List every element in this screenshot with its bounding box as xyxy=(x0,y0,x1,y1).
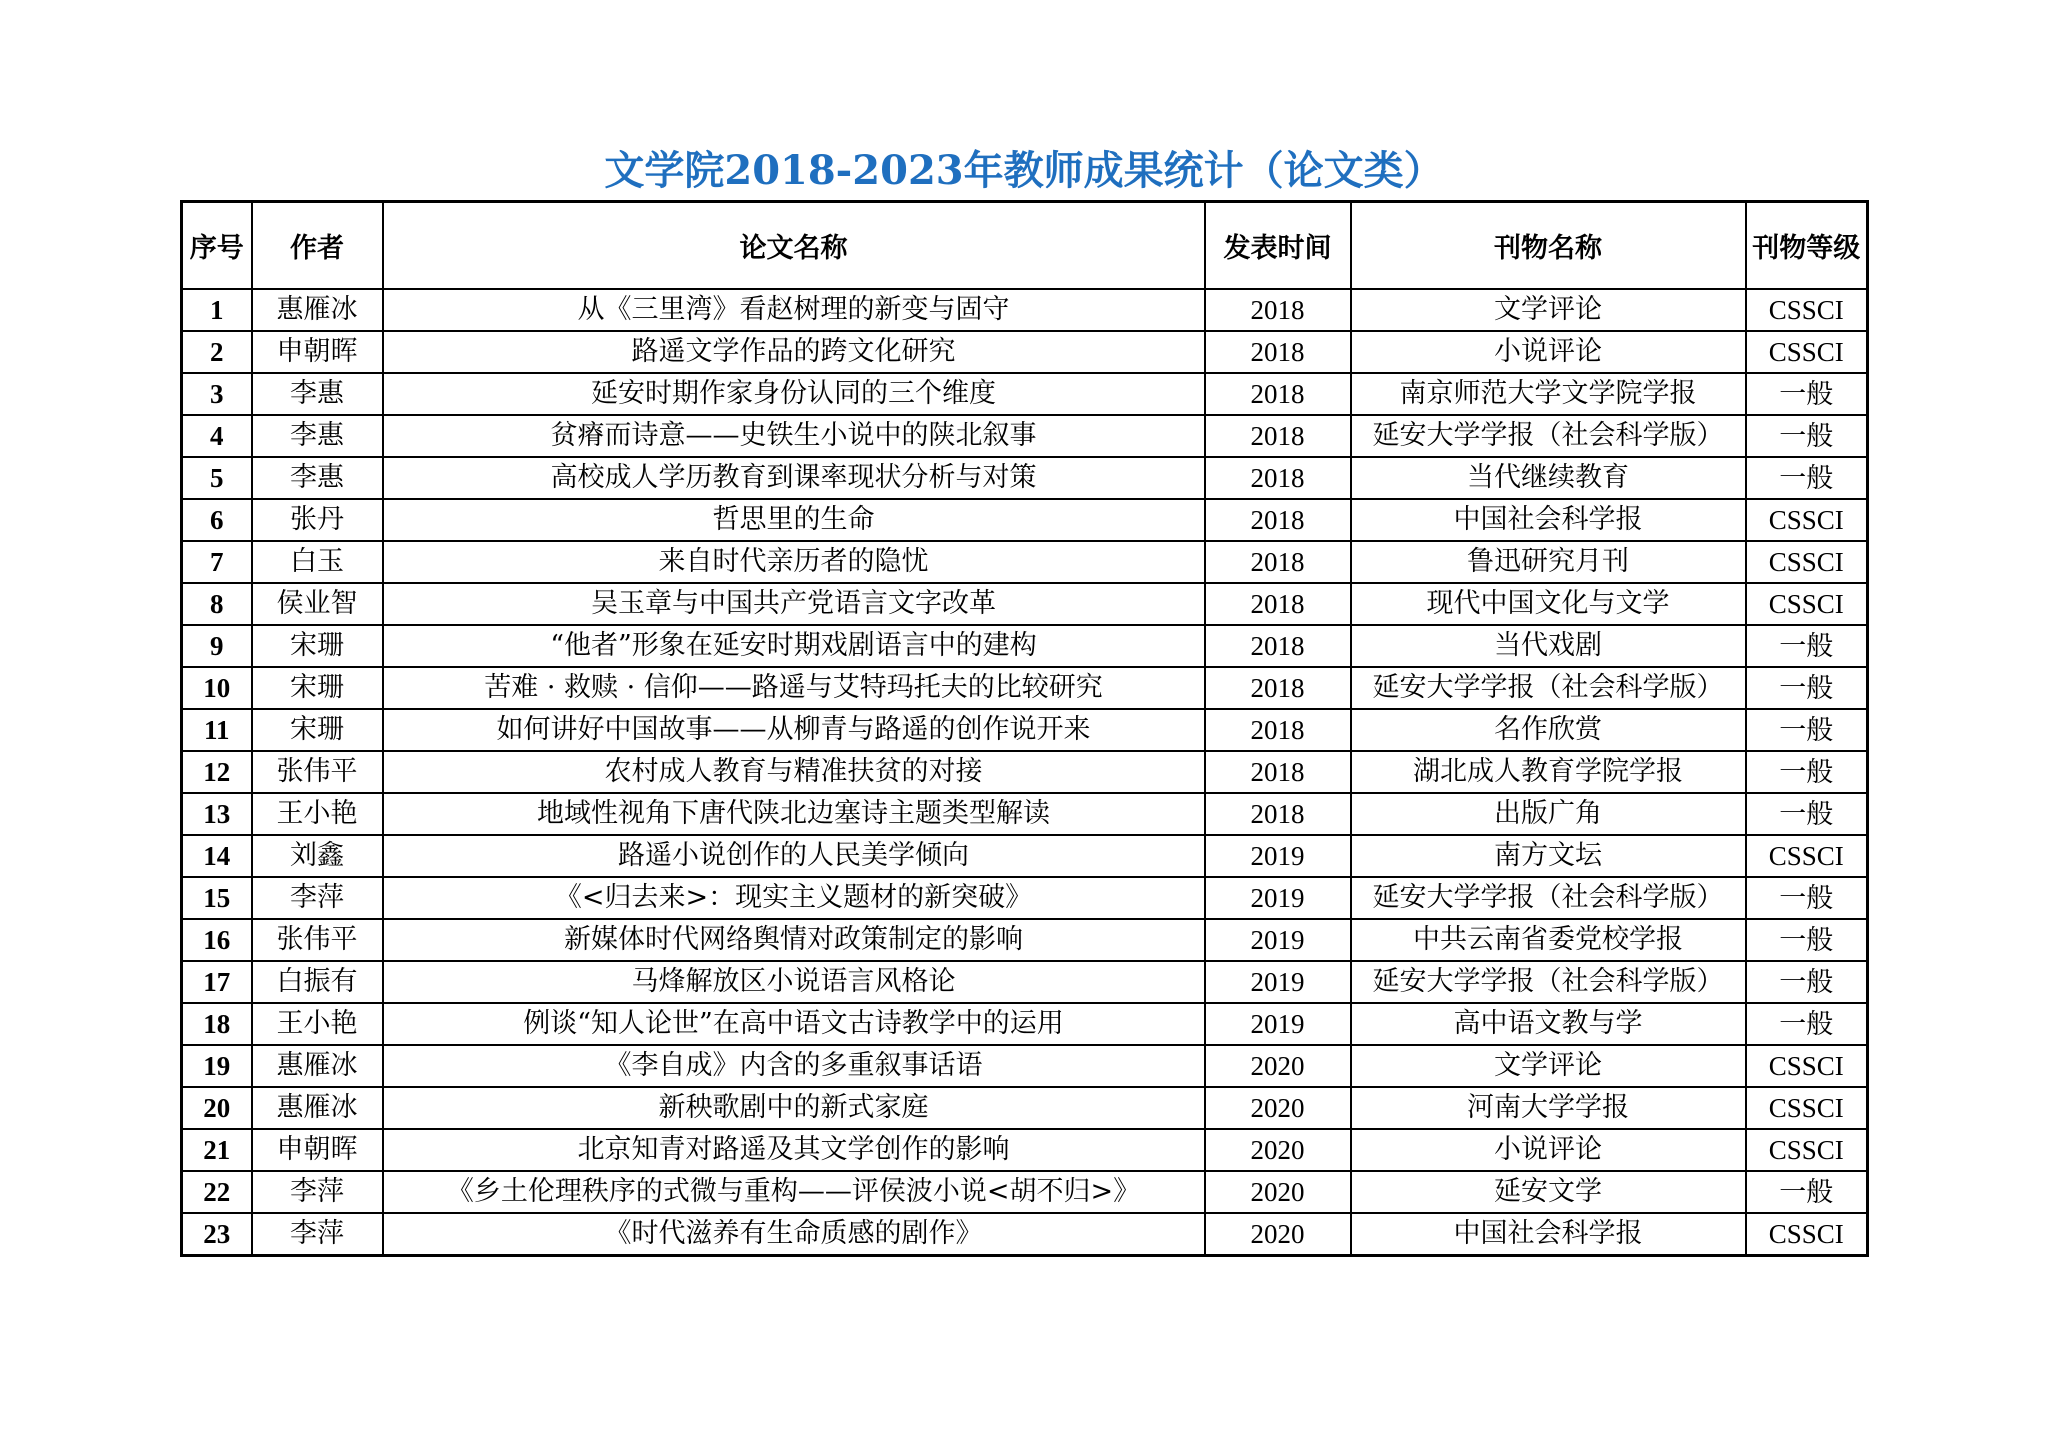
table-row xyxy=(182,877,1868,919)
cell-author: 申朝晖 xyxy=(252,1129,383,1171)
cell-author: 惠雁冰 xyxy=(252,1045,383,1087)
cell-author: 李萍 xyxy=(252,1171,383,1213)
cell-author: 刘鑫 xyxy=(252,835,383,877)
cell-no: 19 xyxy=(182,1045,252,1087)
cell-paper-title: 新媒体时代网络舆情对政策制定的影响 xyxy=(383,919,1205,961)
cell-paper-title: 农村成人教育与精准扶贫的对接 xyxy=(383,751,1205,793)
header-no: 序号 xyxy=(182,202,252,290)
cell-journal-level: CSSCI xyxy=(1746,583,1868,625)
cell-journal: 中国社会科学报 xyxy=(1351,499,1746,541)
cell-journal-level: 一般 xyxy=(1746,1003,1868,1045)
cell-paper-title: 延安时期作家身份认同的三个维度 xyxy=(383,373,1205,415)
cell-paper-title: 地域性视角下唐代陕北边塞诗主题类型解读 xyxy=(383,793,1205,835)
table-row xyxy=(182,961,1868,1003)
table-row xyxy=(182,583,1868,625)
cell-journal-level: CSSCI xyxy=(1746,541,1868,583)
cell-author: 惠雁冰 xyxy=(252,289,383,331)
cell-journal-level: 一般 xyxy=(1746,625,1868,667)
table-row xyxy=(182,1171,1868,1213)
cell-journal: 出版广角 xyxy=(1351,793,1746,835)
cell-author: 白振有 xyxy=(252,961,383,1003)
cell-publish-year: 2020 xyxy=(1205,1087,1351,1129)
cell-author: 李惠 xyxy=(252,373,383,415)
cell-no: 6 xyxy=(182,499,252,541)
table-row xyxy=(182,289,1868,331)
table-row xyxy=(182,709,1868,751)
page-title: 文学院2018-2023年教师成果统计（论文类） xyxy=(604,147,1444,194)
cell-author: 张伟平 xyxy=(252,919,383,961)
cell-journal-level: 一般 xyxy=(1746,415,1868,457)
table-row xyxy=(182,793,1868,835)
cell-journal-level: 一般 xyxy=(1746,1171,1868,1213)
header-publish-year: 发表时间 xyxy=(1205,202,1351,290)
cell-author: 侯业智 xyxy=(252,583,383,625)
cell-publish-year: 2018 xyxy=(1205,751,1351,793)
cell-no: 13 xyxy=(182,793,252,835)
table-row xyxy=(182,1129,1868,1171)
cell-paper-title: 《李自成》内含的多重叙事话语 xyxy=(383,1045,1205,1087)
cell-no: 8 xyxy=(182,583,252,625)
cell-journal: 中国社会科学报 xyxy=(1351,1213,1746,1256)
table-row xyxy=(182,667,1868,709)
table-row xyxy=(182,331,1868,373)
cell-no: 18 xyxy=(182,1003,252,1045)
cell-publish-year: 2019 xyxy=(1205,835,1351,877)
table-row xyxy=(182,373,1868,415)
cell-no: 23 xyxy=(182,1213,252,1256)
cell-publish-year: 2018 xyxy=(1205,583,1351,625)
cell-paper-title: 路遥文学作品的跨文化研究 xyxy=(383,331,1205,373)
cell-author: 李萍 xyxy=(252,1213,383,1256)
cell-paper-title: 《乡土伦理秩序的式微与重构——评侯波小说<胡不归>》 xyxy=(383,1171,1205,1213)
cell-no: 7 xyxy=(182,541,252,583)
cell-no: 16 xyxy=(182,919,252,961)
cell-paper-title: 北京知青对路遥及其文学创作的影响 xyxy=(383,1129,1205,1171)
cell-journal: 河南大学学报 xyxy=(1351,1087,1746,1129)
cell-journal: 当代继续教育 xyxy=(1351,457,1746,499)
cell-publish-year: 2018 xyxy=(1205,289,1351,331)
cell-paper-title: 贫瘠而诗意——史铁生小说中的陕北叙事 xyxy=(383,415,1205,457)
cell-journal-level: CSSCI xyxy=(1746,289,1868,331)
cell-journal: 现代中国文化与文学 xyxy=(1351,583,1746,625)
cell-no: 11 xyxy=(182,709,252,751)
cell-no: 3 xyxy=(182,373,252,415)
cell-paper-title: 如何讲好中国故事——从柳青与路遥的创作说开来 xyxy=(383,709,1205,751)
cell-journal-level: 一般 xyxy=(1746,667,1868,709)
table-row xyxy=(182,751,1868,793)
cell-journal: 延安大学学报（社会科学版） xyxy=(1351,667,1746,709)
cell-publish-year: 2019 xyxy=(1205,961,1351,1003)
cell-paper-title: 《时代滋养有生命质感的剧作》 xyxy=(383,1213,1205,1256)
cell-journal-level: 一般 xyxy=(1746,751,1868,793)
cell-author: 张伟平 xyxy=(252,751,383,793)
cell-paper-title: 来自时代亲历者的隐忧 xyxy=(383,541,1205,583)
cell-author: 宋珊 xyxy=(252,709,383,751)
cell-journal-level: 一般 xyxy=(1746,793,1868,835)
cell-no: 14 xyxy=(182,835,252,877)
cell-no: 15 xyxy=(182,877,252,919)
header-author: 作者 xyxy=(252,202,383,290)
cell-journal-level: CSSCI xyxy=(1746,1213,1868,1256)
cell-publish-year: 2019 xyxy=(1205,877,1351,919)
cell-journal: 延安文学 xyxy=(1351,1171,1746,1213)
cell-journal: 小说评论 xyxy=(1351,1129,1746,1171)
cell-journal: 中共云南省委党校学报 xyxy=(1351,919,1746,961)
cell-publish-year: 2018 xyxy=(1205,541,1351,583)
cell-journal: 小说评论 xyxy=(1351,331,1746,373)
cell-journal-level: CSSCI xyxy=(1746,499,1868,541)
cell-journal: 南京师范大学文学院学报 xyxy=(1351,373,1746,415)
header-journal: 刊物名称 xyxy=(1351,202,1746,290)
cell-paper-title: 哲思里的生命 xyxy=(383,499,1205,541)
table-row xyxy=(182,499,1868,541)
cell-author: 李萍 xyxy=(252,877,383,919)
cell-paper-title: 路遥小说创作的人民美学倾向 xyxy=(383,835,1205,877)
cell-journal: 延安大学学报（社会科学版） xyxy=(1351,877,1746,919)
cell-paper-title: 《<归去来>：现实主义题材的新突破》 xyxy=(383,877,1205,919)
cell-author: 白玉 xyxy=(252,541,383,583)
cell-no: 20 xyxy=(182,1087,252,1129)
table-row xyxy=(182,1003,1868,1045)
table-row xyxy=(182,1213,1868,1256)
cell-journal: 湖北成人教育学院学报 xyxy=(1351,751,1746,793)
cell-author: 宋珊 xyxy=(252,667,383,709)
cell-no: 1 xyxy=(182,289,252,331)
cell-paper-title: 新秧歌剧中的新式家庭 xyxy=(383,1087,1205,1129)
cell-journal: 鲁迅研究月刊 xyxy=(1351,541,1746,583)
cell-journal: 延安大学学报（社会科学版） xyxy=(1351,961,1746,1003)
table-row xyxy=(182,835,1868,877)
paper-stats-table xyxy=(180,200,1869,1257)
cell-no: 5 xyxy=(182,457,252,499)
cell-journal-level: 一般 xyxy=(1746,709,1868,751)
header-journal-level: 刊物等级 xyxy=(1746,202,1868,290)
cell-journal-level: 一般 xyxy=(1746,457,1868,499)
cell-author: 张丹 xyxy=(252,499,383,541)
cell-no: 22 xyxy=(182,1171,252,1213)
cell-paper-title: 高校成人学历教育到课率现状分析与对策 xyxy=(383,457,1205,499)
cell-publish-year: 2020 xyxy=(1205,1171,1351,1213)
cell-no: 17 xyxy=(182,961,252,1003)
cell-publish-year: 2020 xyxy=(1205,1129,1351,1171)
cell-author: 王小艳 xyxy=(252,1003,383,1045)
table-row xyxy=(182,919,1868,961)
cell-no: 2 xyxy=(182,331,252,373)
cell-journal: 文学评论 xyxy=(1351,289,1746,331)
cell-author: 宋珊 xyxy=(252,625,383,667)
table-row xyxy=(182,457,1868,499)
cell-publish-year: 2018 xyxy=(1205,499,1351,541)
cell-journal-level: CSSCI xyxy=(1746,1045,1868,1087)
cell-paper-title: 吴玉章与中国共产党语言文字改革 xyxy=(383,583,1205,625)
cell-journal-level: CSSCI xyxy=(1746,331,1868,373)
cell-paper-title: 马烽解放区小说语言风格论 xyxy=(383,961,1205,1003)
cell-publish-year: 2018 xyxy=(1205,625,1351,667)
cell-publish-year: 2019 xyxy=(1205,919,1351,961)
cell-publish-year: 2018 xyxy=(1205,457,1351,499)
cell-publish-year: 2018 xyxy=(1205,793,1351,835)
cell-journal: 高中语文教与学 xyxy=(1351,1003,1746,1045)
table-row xyxy=(182,1045,1868,1087)
header-paper-title: 论文名称 xyxy=(383,202,1205,290)
cell-publish-year: 2018 xyxy=(1205,709,1351,751)
header-row xyxy=(182,202,1868,290)
cell-no: 4 xyxy=(182,415,252,457)
cell-journal-level: CSSCI xyxy=(1746,1087,1868,1129)
cell-publish-year: 2018 xyxy=(1205,415,1351,457)
cell-journal-level: 一般 xyxy=(1746,373,1868,415)
cell-no: 12 xyxy=(182,751,252,793)
cell-journal: 当代戏剧 xyxy=(1351,625,1746,667)
cell-no: 9 xyxy=(182,625,252,667)
cell-journal-level: 一般 xyxy=(1746,919,1868,961)
cell-author: 李惠 xyxy=(252,457,383,499)
cell-author: 惠雁冰 xyxy=(252,1087,383,1129)
table-row xyxy=(182,625,1868,667)
cell-author: 王小艳 xyxy=(252,793,383,835)
cell-journal-level: CSSCI xyxy=(1746,1129,1868,1171)
cell-journal: 名作欣赏 xyxy=(1351,709,1746,751)
cell-publish-year: 2019 xyxy=(1205,1003,1351,1045)
table-row xyxy=(182,541,1868,583)
cell-author: 李惠 xyxy=(252,415,383,457)
cell-journal-level: 一般 xyxy=(1746,877,1868,919)
cell-no: 10 xyxy=(182,667,252,709)
cell-publish-year: 2020 xyxy=(1205,1213,1351,1256)
cell-journal-level: CSSCI xyxy=(1746,835,1868,877)
cell-publish-year: 2020 xyxy=(1205,1045,1351,1087)
cell-paper-title: 例谈“知人论世”在高中语文古诗教学中的运用 xyxy=(383,1003,1205,1045)
cell-publish-year: 2018 xyxy=(1205,331,1351,373)
table-row xyxy=(182,1087,1868,1129)
cell-publish-year: 2018 xyxy=(1205,667,1351,709)
table-row xyxy=(182,415,1868,457)
cell-no: 21 xyxy=(182,1129,252,1171)
cell-paper-title: 苦难 · 救赎 · 信仰——路遥与艾特玛托夫的比较研究 xyxy=(383,667,1205,709)
cell-author: 申朝晖 xyxy=(252,331,383,373)
cell-journal: 延安大学学报（社会科学版） xyxy=(1351,415,1746,457)
cell-paper-title: “他者”形象在延安时期戏剧语言中的建构 xyxy=(383,625,1205,667)
cell-paper-title: 从《三里湾》看赵树理的新变与固守 xyxy=(383,289,1205,331)
cell-publish-year: 2018 xyxy=(1205,373,1351,415)
cell-journal: 南方文坛 xyxy=(1351,835,1746,877)
cell-journal: 文学评论 xyxy=(1351,1045,1746,1087)
cell-journal-level: 一般 xyxy=(1746,961,1868,1003)
